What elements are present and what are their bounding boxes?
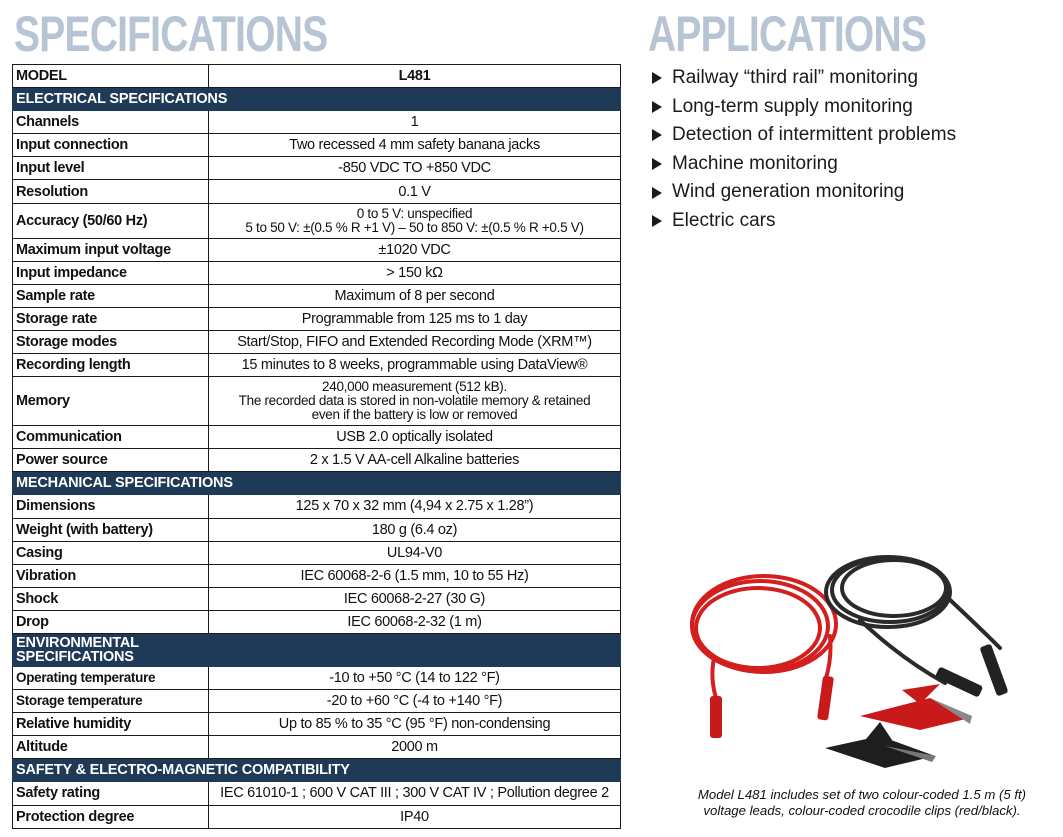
spec-value: USB 2.0 optically isolated <box>209 426 621 449</box>
photo-caption: Model L481 includes set of two colour-coded 1.5 m (5 ft) voltage leads, colour-coded crocodile clips (red/black). <box>697 787 1027 818</box>
spec-value: IEC 60068-2-27 (30 G) <box>209 587 621 610</box>
spec-value: 2 x 1.5 V AA-cell Alkaline batteries <box>209 449 621 472</box>
spec-value: Start/Stop, FIFO and Extended Recording Mode (XRM™) <box>209 330 621 353</box>
section-title: MECHANICAL SPECIFICATIONS <box>13 472 621 495</box>
table-row <box>13 377 621 426</box>
application-text: Wind generation monitoring <box>672 181 905 203</box>
spec-value: IEC 60068-2-6 (1.5 mm, 10 to 55 Hz) <box>209 564 621 587</box>
application-text: Long-term supply monitoring <box>672 95 913 117</box>
spec-value: Up to 85 % to 35 °C (95 °F) non-condensing <box>209 713 621 736</box>
spec-value: Programmable from 125 ms to 1 day <box>209 307 621 330</box>
spec-value: > 150 kΩ <box>209 261 621 284</box>
section-title: SAFETY & ELECTRO-MAGNETIC COMPATIBILITY <box>13 759 621 782</box>
section-electrical <box>13 88 621 111</box>
spec-label: Dimensions <box>13 495 209 518</box>
spec-label: Weight (with battery) <box>13 518 209 541</box>
application-text: Electric cars <box>672 209 776 231</box>
spec-label: Drop <box>13 610 209 633</box>
list-item <box>652 150 956 179</box>
table-row <box>13 261 621 284</box>
table-row <box>13 354 621 377</box>
spec-label: Maximum input voltage <box>13 238 209 261</box>
table-row <box>13 541 621 564</box>
table-row <box>13 284 621 307</box>
table-row <box>13 449 621 472</box>
spec-value: -850 VDC TO +850 VDC <box>209 157 621 180</box>
triangle-bullet-icon <box>652 101 662 113</box>
table-row <box>13 610 621 633</box>
spec-value: 0.1 V <box>209 180 621 203</box>
applications-list <box>652 64 956 236</box>
black-lead-image <box>826 557 1000 683</box>
table-row <box>13 157 621 180</box>
list-item <box>652 178 956 207</box>
spec-value: ±1020 VDC <box>209 238 621 261</box>
application-text: Machine monitoring <box>672 152 838 174</box>
table-row <box>13 518 621 541</box>
section-safety <box>13 759 621 782</box>
table-row <box>13 238 621 261</box>
table-row <box>13 495 621 518</box>
table-row <box>13 203 621 238</box>
table-row <box>13 736 621 759</box>
spec-label: Vibration <box>13 564 209 587</box>
spec-label: Power source <box>13 449 209 472</box>
spec-label: Input connection <box>13 134 209 157</box>
table-row <box>13 180 621 203</box>
spec-value: Two recessed 4 mm safety banana jacks <box>209 134 621 157</box>
table-row <box>13 666 621 689</box>
triangle-bullet-icon <box>652 72 662 84</box>
table-row <box>13 330 621 353</box>
spec-value: 240,000 measurement (512 kB). The recorded data is stored in non-volatile memory & retained even if the battery is low or removed <box>209 377 621 426</box>
spec-label: Storage modes <box>13 330 209 353</box>
spec-label: Safety rating <box>13 782 209 805</box>
spec-label: Resolution <box>13 180 209 203</box>
table-row <box>13 782 621 805</box>
spec-value: 2000 m <box>209 736 621 759</box>
spec-value: -20 to +60 °C (-4 to +140 °F) <box>209 690 621 713</box>
table-row <box>13 426 621 449</box>
list-item <box>652 121 956 150</box>
application-text: Detection of intermittent problems <box>672 124 957 146</box>
spec-value: 0 to 5 V: unspecified 5 to 50 V: ±(0.5 % R +1 V) – 50 to 850 V: ±(0.5 % R +0.5 V) <box>209 203 621 238</box>
model-label: MODEL <box>13 65 209 88</box>
spec-label: Altitude <box>13 736 209 759</box>
triangle-bullet-icon <box>652 129 662 141</box>
black-plug-image <box>979 644 1008 697</box>
spec-value: 125 x 70 x 32 mm (4,94 x 2.75 x 1.28”) <box>209 495 621 518</box>
applications-heading: APPLICATIONS <box>648 6 927 62</box>
spec-label: Casing <box>13 541 209 564</box>
list-item <box>652 93 956 122</box>
spec-label: Storage rate <box>13 307 209 330</box>
spec-value: Maximum of 8 per second <box>209 284 621 307</box>
spec-value: 180 g (6.4 oz) <box>209 518 621 541</box>
spec-value: UL94-V0 <box>209 541 621 564</box>
spec-value: 15 minutes to 8 weeks, programmable using DataView® <box>209 354 621 377</box>
spec-label: Shock <box>13 587 209 610</box>
spec-label: Relative humidity <box>13 713 209 736</box>
section-title: ENVIRONMENTAL SPECIFICATIONS <box>13 633 621 666</box>
specifications-heading: SPECIFICATIONS <box>14 6 328 62</box>
red-plug-image <box>710 696 722 738</box>
table-row <box>13 111 621 134</box>
section-environmental <box>13 633 621 666</box>
triangle-bullet-icon <box>652 187 662 199</box>
table-row <box>13 713 621 736</box>
table-row-model <box>13 65 621 88</box>
red-crocodile-clip-image <box>860 684 972 730</box>
triangle-bullet-icon <box>652 215 662 227</box>
table-row <box>13 587 621 610</box>
table-row <box>13 307 621 330</box>
application-text: Railway “third rail” monitoring <box>672 67 919 88</box>
spec-value: IP40 <box>209 805 621 828</box>
table-row <box>13 690 621 713</box>
section-title: ELECTRICAL SPECIFICATIONS <box>13 88 621 111</box>
spec-label: Input level <box>13 157 209 180</box>
spec-label: Communication <box>13 426 209 449</box>
spec-value: IEC 60068-2-32 (1 m) <box>209 610 621 633</box>
spec-label: Channels <box>13 111 209 134</box>
voltage-leads-photo <box>680 548 1040 780</box>
list-item <box>652 207 956 236</box>
table-row <box>13 564 621 587</box>
spec-label: Memory <box>13 377 209 426</box>
list-item <box>652 64 956 93</box>
spec-label: Storage temperature <box>13 690 209 713</box>
model-value: L481 <box>209 65 621 88</box>
spec-value: 1 <box>209 111 621 134</box>
spec-label: Accuracy (50/60 Hz) <box>13 203 209 238</box>
table-row <box>13 134 621 157</box>
spec-label: Sample rate <box>13 284 209 307</box>
section-mechanical <box>13 472 621 495</box>
table-row <box>13 805 621 828</box>
spec-label: Input impedance <box>13 261 209 284</box>
triangle-bullet-icon <box>652 158 662 170</box>
specifications-table <box>12 64 621 829</box>
spec-label: Protection degree <box>13 805 209 828</box>
spec-value: IEC 61010-1 ; 600 V CAT III ; 300 V CAT IV ; Pollution degree 2 <box>209 782 621 805</box>
spec-label: Operating temperature <box>13 666 209 689</box>
red-plug-image <box>817 676 834 721</box>
spec-label: Recording length <box>13 354 209 377</box>
red-lead-image <box>692 576 836 698</box>
spec-value: -10 to +50 °C (14 to 122 °F) <box>209 666 621 689</box>
